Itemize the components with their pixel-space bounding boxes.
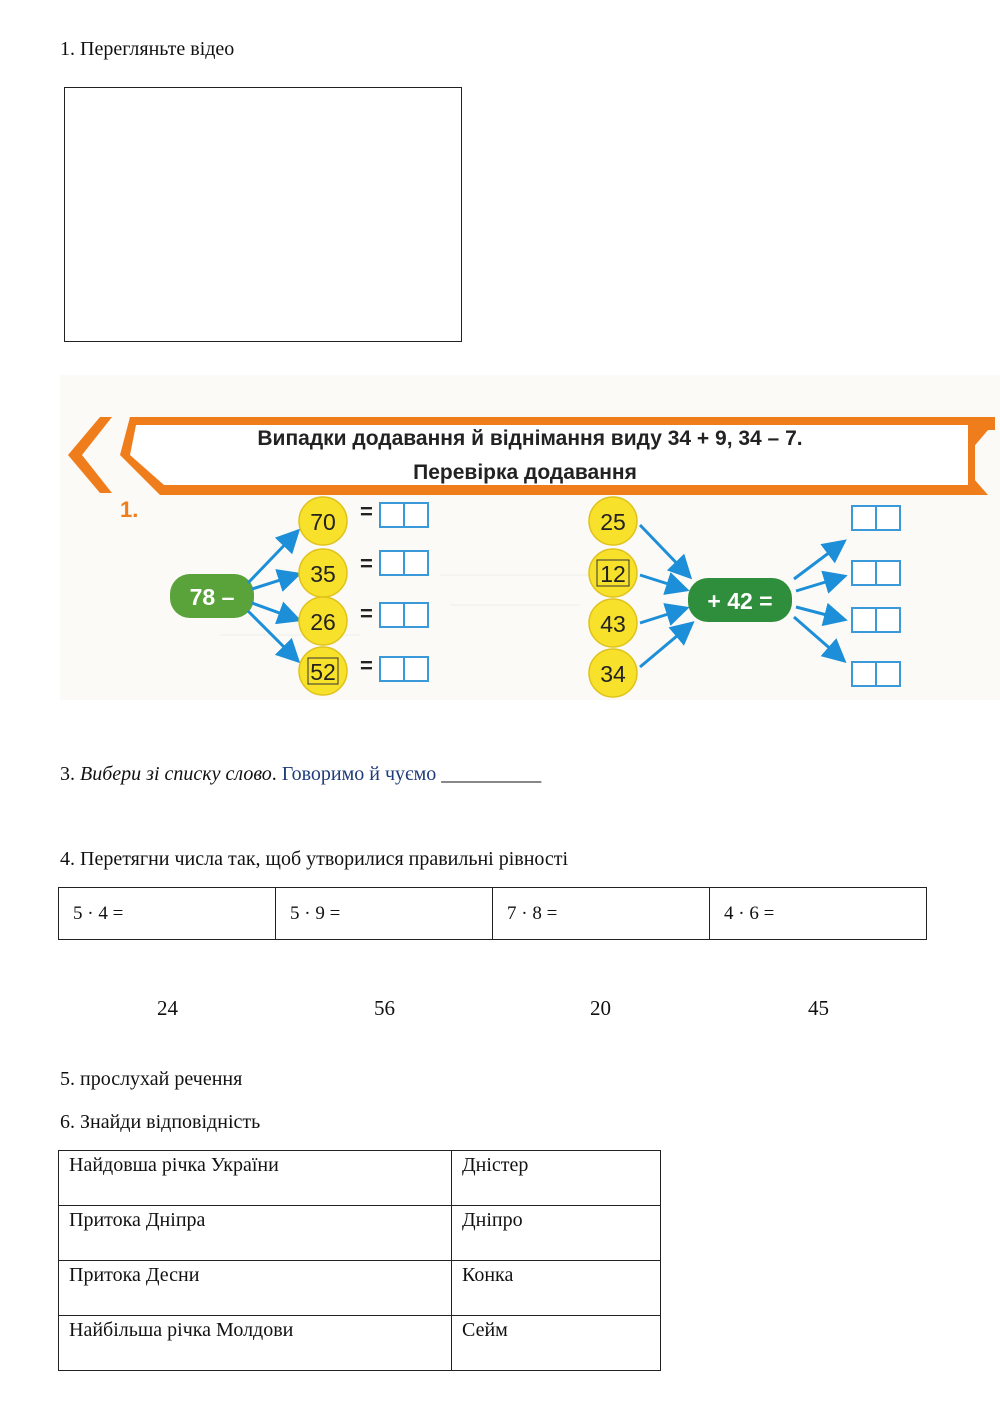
equation-cell[interactable]: 5 · 4 = — [59, 888, 276, 940]
right-out-arrows — [794, 543, 842, 659]
task-4-heading: 4. Перетягни числа так, щоб утворилися правильні рівності — [60, 848, 569, 870]
right-answer-boxes — [852, 506, 900, 686]
match-left-cell: Найдовша річка України — [59, 1151, 452, 1206]
right-number-1: 25 — [600, 509, 626, 535]
right-operator: + 42 = — [707, 588, 773, 614]
right-in-arrows — [640, 525, 690, 667]
right-number-4: 34 — [600, 661, 626, 687]
draggable-number[interactable]: 56 — [374, 996, 395, 1020]
task-6-heading: 6. Знайди відповідність — [60, 1111, 261, 1133]
table-row — [59, 1151, 661, 1206]
match-right-cell[interactable]: Сейм — [452, 1316, 661, 1371]
table-row — [59, 1261, 661, 1316]
match-left-cell: Притока Дніпра — [59, 1206, 452, 1261]
right-number-3: 43 — [600, 611, 626, 637]
left-number-3: 26 — [310, 609, 336, 635]
equation-cell[interactable]: 7 · 8 = — [493, 888, 710, 940]
video-player[interactable] — [64, 87, 462, 342]
equals-sign: = — [360, 653, 373, 678]
lesson-title-line-1: Випадки додавання й віднімання виду 34 + 9, 34 – 7. — [257, 427, 803, 450]
task-1-heading: 1. Перегляньте відео — [60, 38, 235, 60]
left-number-2: 35 — [310, 561, 336, 587]
task-3-line — [60, 763, 541, 786]
lesson-illustration — [60, 375, 1000, 700]
equals-sign: = — [360, 601, 373, 626]
match-left-cell: Найбільша річка Молдови — [59, 1316, 452, 1371]
draggable-number[interactable]: 24 — [157, 996, 178, 1020]
exercise-number: 1. — [120, 497, 139, 522]
lesson-image — [60, 375, 1000, 700]
draggable-number[interactable]: 45 — [808, 996, 829, 1020]
match-right-cell[interactable]: Конка — [452, 1261, 661, 1316]
table-row — [59, 1206, 661, 1261]
lesson-title-line-2: Перевірка додавання — [413, 461, 637, 484]
task-3-prefix: 3. — [60, 763, 80, 785]
equals-sign: = — [360, 499, 373, 524]
task-3-blank[interactable]: __________ — [436, 763, 542, 785]
equation-table — [58, 887, 927, 940]
equals-sign: = — [360, 551, 373, 576]
left-number-4: 52 — [310, 659, 336, 685]
draggable-number[interactable]: 20 — [590, 996, 611, 1020]
match-right-cell[interactable]: Дніпро — [452, 1206, 661, 1261]
task-3-instruction: Вибери зі списку слово — [80, 763, 272, 785]
task-3-sentence: Говоримо й чуємо — [281, 763, 437, 785]
equation-cell[interactable]: 5 · 9 = — [276, 888, 493, 940]
left-arrows — [248, 533, 296, 659]
matching-table — [58, 1150, 661, 1371]
task-5-heading: 5. прослухай речення — [60, 1068, 243, 1090]
left-answer-boxes — [380, 503, 428, 681]
left-number-1: 70 — [310, 509, 336, 535]
left-operator: 78 – — [189, 584, 235, 610]
match-right-cell[interactable]: Дністер — [452, 1151, 661, 1206]
equation-cell[interactable]: 4 · 6 = — [710, 888, 927, 940]
table-row — [59, 1316, 661, 1371]
right-number-2: 12 — [600, 561, 626, 587]
task-3-dot: . — [271, 763, 282, 785]
match-left-cell: Притока Десни — [59, 1261, 452, 1316]
